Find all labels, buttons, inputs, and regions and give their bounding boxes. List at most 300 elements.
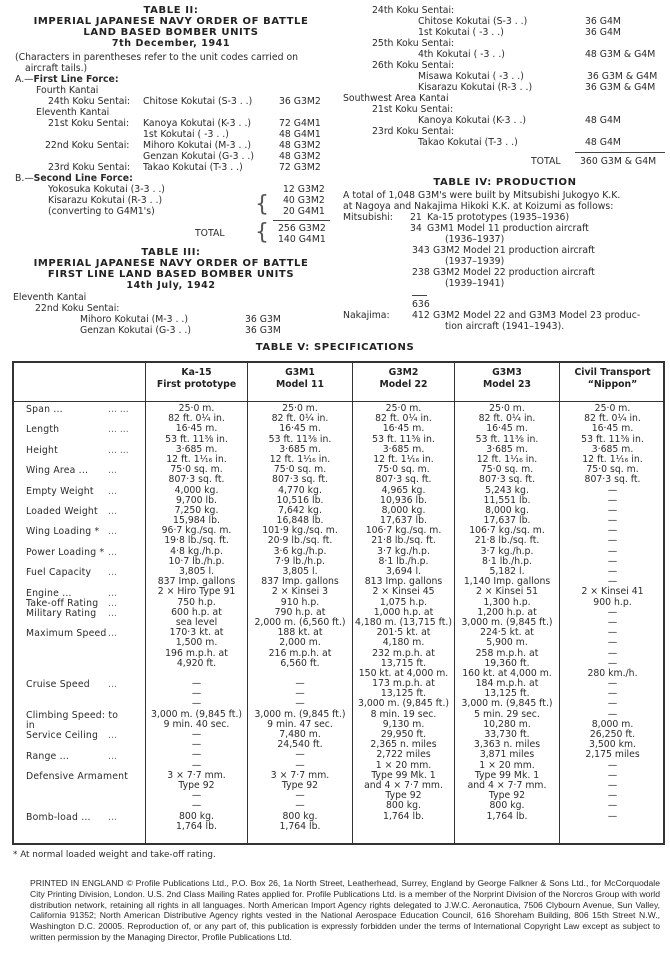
production-count: 412 (412, 310, 430, 321)
table-cell: 5,243 kg. (485, 484, 529, 496)
table-cell: 33,730 ft. (484, 729, 530, 740)
table-cell: 173 m.p.h. at (372, 678, 435, 690)
row-label: Engine ... (26, 587, 72, 599)
table-cell: 807·3 sq. ft. (168, 474, 225, 486)
table-cell: 15,984 lb. (173, 515, 220, 527)
row-unit: Kanoya Kokutai (K-3 . .) (143, 118, 252, 129)
kokutai: Kanoya Kokutai (K-3 . .) (418, 115, 527, 126)
table-cell: 4,965 kg. (381, 484, 426, 496)
table-cell: 17,637 lb. (380, 515, 427, 527)
table-cell: 3,000 m. (9,845 ft.) (150, 708, 243, 720)
table-cell: 101·9 kg./sq. m. (262, 525, 338, 537)
table-cell: 75·0 sq. m. (586, 464, 639, 476)
table-cell: 2 × Kinsei 3 (271, 586, 329, 598)
row-label: Power Loading * (26, 546, 105, 558)
table-cell: 196 m.p.h. at (165, 647, 228, 659)
table-cell: 807·3 sq. ft. (375, 474, 432, 486)
kokutai: Mihoro Kokutai (M-3 . .) (80, 314, 189, 325)
table-cell: 2,000 m. (6,560 ft.) (254, 616, 346, 628)
table-cell: Type 92 (385, 790, 422, 802)
table-cell: 16·45 m. (175, 423, 218, 435)
row-unit: Takao Kokutai (T-3 . .) (143, 162, 243, 173)
column-header-g3m2: G3M2 Model 22 (379, 367, 428, 390)
table-cell: — (607, 555, 618, 567)
table-cell: 12 ft. 1¹⁄₁₆ in. (373, 453, 434, 465)
table-cell: — (607, 800, 618, 812)
table-cell: 75·0 sq. m. (480, 464, 534, 476)
table-cell: 10,936 lb. (380, 494, 427, 506)
table-cell: 19·8 lb./sq. ft. (164, 535, 229, 547)
row-count: 72 G4M1 (279, 118, 321, 129)
table-cell: 82 ft. 0¼ in. (584, 413, 641, 425)
table-cell: 5,900 m. (486, 637, 528, 649)
table-cell: 790 h.p. at (274, 606, 326, 618)
table-cell: 53 ft. 11⅜ in. (581, 433, 644, 445)
production-desc: G3M2 Model 22 and G3M3 Model 23 produc- (433, 310, 641, 321)
table-cell: — (295, 698, 305, 710)
table-cell: 3 × 7·7 mm. (270, 769, 330, 781)
kokutai: Genzan Kokutai (G-3 . .) (80, 325, 191, 336)
total-label: TOTAL (531, 156, 561, 167)
table-cell: 1,200 h.p. at (477, 606, 537, 618)
kokutai-count: 48 G4M (585, 137, 621, 148)
row-label: Span ... (26, 404, 63, 415)
kokutai: Kisarazu Kokutai (R-3 . .) (418, 82, 533, 93)
table-cell: 20·9 lb./sq. ft. (267, 535, 333, 547)
table-cell: 16·45 m. (591, 423, 634, 435)
table-cell: 3,000 m. (9,845 ft.) (357, 698, 450, 710)
mitsubishi-label: Mitsubishi: (343, 212, 393, 223)
kokutai: 1st Kokutai ( -3 . .) (418, 27, 504, 38)
table-cell: 3·7 kg./h.p. (377, 545, 430, 557)
table-2-note-line-1: (Characters in parentheses refer to the unit codes carried on (15, 52, 299, 63)
table-cell: 8 min. 19 sec. (370, 708, 437, 720)
table-cell: — (607, 647, 618, 659)
row-label: in (26, 720, 35, 732)
table-cell: 7,642 kg. (278, 504, 322, 516)
kokutai: Takao Kokutai (T-3 . .) (418, 137, 518, 148)
table-cell: 1,764 lb. (175, 820, 217, 832)
table-cell: — (607, 637, 618, 649)
table-cell: 12 ft. 1¹⁄₁₆ in. (582, 453, 643, 465)
table-cell: 53 ft. 11⅜ in. (475, 433, 539, 445)
row-sentai: 23rd Koku Sentai: (48, 162, 131, 173)
table-cell: 53 ft. 11⅜ in. (165, 433, 228, 445)
row-label: Take-off Rating (26, 597, 99, 609)
table-cell: 150 kt. at 4,000 m. (358, 667, 449, 679)
table-cell: — (191, 729, 202, 740)
table-cell: Type 92 (178, 779, 215, 791)
nakajima-label: Nakajima: (343, 310, 390, 321)
column-ka15 (146, 404, 247, 832)
table-cell: — (607, 708, 618, 720)
table-cell: — (607, 627, 618, 639)
row-label: Cruise Speed (26, 679, 90, 691)
table-cell: 1 × 20 mm. (375, 759, 432, 771)
table-cell: 807·3 sq. ft. (584, 474, 641, 486)
row-label: Service Ceiling (26, 730, 99, 742)
total-value-2: 140 G4M1 (278, 234, 326, 245)
row-count: 48 G3M2 (279, 140, 321, 151)
production-count: 238 (412, 267, 430, 278)
table-cell: — (191, 698, 202, 710)
table-cell: 16·45 m. (486, 423, 528, 435)
table-cell: 5 min. 29 sec. (474, 708, 540, 720)
table-cell: 224·5 kt. at (480, 627, 534, 639)
table-cell: — (607, 698, 618, 710)
row-label: Maximum Speed (26, 628, 107, 640)
table-cell: 10,280 m. (483, 718, 531, 730)
brace-icon: { (255, 220, 269, 245)
table-2-note-line-2: aircraft tails.) (25, 63, 88, 74)
sentai: 21st Koku Sentai: (372, 104, 454, 115)
table-cell: — (607, 576, 618, 588)
table-cell: 1,764 lb. (486, 810, 528, 822)
table-cell: 900 h.p. (593, 596, 632, 608)
kokutai: Chitose Kokutai (S-3 . .) (418, 16, 528, 27)
table-cell: 3 × 7·7 mm. (167, 769, 226, 781)
leader-dots: ... (108, 567, 117, 579)
column-header-g3m3: G3M3 Model 23 (483, 367, 531, 390)
row-label: Wing Loading * (26, 526, 100, 538)
table-cell: 106·7 kg./sq. m. (365, 525, 442, 537)
table-cell: 4,180 m. (13,715 ft.) (355, 616, 452, 628)
table-cell: — (191, 800, 202, 812)
fourth-kantai: Fourth Kantai (36, 85, 99, 96)
table-cell: 160 kt. at 4,000 m. (462, 667, 552, 679)
production-count: 343 (412, 245, 430, 256)
table-cell: — (191, 688, 202, 700)
table-cell: — (607, 678, 618, 690)
table-cell: — (607, 606, 618, 618)
table-cell: — (607, 616, 618, 628)
kokutai-count: 36 G3M & G4M (585, 82, 656, 93)
table-cell: 1,075 h.p. (379, 596, 428, 608)
table-cell: 25·0 m. (489, 403, 525, 414)
leader-dots: ... (108, 628, 117, 640)
row-count: 48 G4M1 (279, 129, 321, 140)
subtotal: 636 (412, 299, 430, 310)
table-cell: — (607, 504, 618, 516)
row-label: Wing Area ... (26, 465, 89, 477)
header-divider (14, 401, 663, 402)
row-label: Length (26, 424, 60, 436)
table-cell: 8·1 lb./h.p. (481, 555, 533, 567)
table-cell: 1,764 lb. (279, 820, 321, 832)
leader-dots: ... (108, 679, 117, 691)
table-cell: 12 ft. 1¹⁄₁₆ in. (269, 453, 331, 465)
table-cell: 9,700 lb. (175, 494, 217, 506)
total-value-1: 256 G3M2 (278, 223, 326, 234)
second-line-count: 40 G3M2 (283, 195, 325, 206)
second-line-unit: (converting to G4M1's) (48, 206, 155, 217)
table-cell: 800 kg. (179, 810, 214, 822)
table-2-date: 7th December, 1941 (111, 38, 231, 49)
row-label: Fuel Capacity (26, 567, 92, 579)
table-2-title: TABLE II: (143, 5, 199, 16)
table-cell: 3·7 kg./h.p. (480, 545, 534, 557)
table-2-subtitle-1: IMPERIAL JAPANESE NAVY ORDER OF BATTLE (33, 16, 309, 27)
row-unit: Chitose Kokutai (S-3 . .) (143, 96, 253, 107)
table-cell: — (607, 688, 618, 700)
table-cell: — (607, 790, 618, 802)
second-line-unit: Kisarazu Kokutai (R-3 . .) (48, 195, 163, 206)
table-cell: 26,250 ft. (589, 729, 636, 740)
table-cell: 9 min. 47 sec. (267, 718, 333, 730)
table-cell: 3·6 kg./h.p. (273, 545, 327, 557)
table-cell: 2 × Hiro Type 91 (157, 586, 236, 598)
table-cell: 170·3 kt. at (169, 627, 224, 639)
table-cell: 13,125 ft. (380, 688, 427, 700)
table-cell: 82 ft. 0¼ in. (271, 413, 329, 425)
table-cell: 3·685 m. (382, 443, 425, 455)
table-cell: 106·7 kg./sq. m. (469, 525, 545, 537)
table-3-subtitle-1: IMPERIAL JAPANESE NAVY ORDER OF BATTLE (33, 258, 309, 269)
kantai: Eleventh Kantai (13, 292, 87, 303)
table-cell: 3,000 m. (9,845 ft.) (254, 708, 346, 720)
table-cell: 25·0 m. (282, 403, 318, 414)
table-cell: 750 h.p. (177, 596, 216, 608)
row-label: Bomb-load ... (26, 812, 91, 823)
kokutai-count: 36 G3M & G4M (587, 71, 658, 82)
leader-dots: ... (108, 546, 117, 558)
table-cell: 3,694 l. (385, 566, 422, 577)
total-label: TOTAL (195, 228, 225, 239)
table-cell: 8·1 lb./h.p. (378, 555, 429, 567)
section-b-heading: B.—Second Line Force: (15, 173, 133, 184)
leader-dots: ... (108, 597, 117, 609)
table-cell: 2,365 n. miles (370, 739, 437, 751)
table-cell: 3,363 n. miles (473, 739, 541, 751)
leader-dots: ... (108, 750, 117, 762)
table-cell: 3·685 m. (591, 443, 634, 455)
table-cell: Type 99 Mk. 1 (371, 769, 436, 781)
table-cell: 1 × 20 mm. (479, 759, 535, 771)
table-cell: — (295, 688, 305, 700)
table-cell: 16·45 m. (382, 423, 425, 435)
row-count: 36 G3M2 (279, 96, 321, 107)
leader-dots: ... ... (108, 444, 129, 456)
table-cell: 3·685 m. (279, 443, 321, 455)
table-cell: — (607, 494, 618, 506)
sentai: 22nd Koku Sentai: (35, 303, 120, 314)
production-desc: tion aircraft (1941–1943). (445, 321, 565, 332)
table-cell: 29,950 ft. (380, 729, 427, 740)
total-rule (575, 152, 665, 153)
production-count: 21 (410, 212, 422, 223)
table-cell: 1,764 lb. (382, 810, 424, 822)
table-cell: 13,125 ft. (484, 688, 530, 700)
table-cell: 837 Imp. gallons (261, 576, 339, 588)
table-3-date: 14th July, 1942 (126, 280, 216, 291)
production-desc: G3M2 Model 22 production aircraft (433, 267, 595, 278)
table-cell: 3,000 m. (9,845 ft.) (461, 616, 553, 628)
table-cell: — (607, 657, 618, 669)
table-cell: 9,130 m. (382, 718, 425, 730)
table-cell: 2,722 miles (376, 749, 431, 761)
table-cell: 10·7 lb./h.p. (168, 555, 225, 567)
table-cell: 82 ft. 0¼ in. (375, 413, 432, 425)
column-g3m3 (455, 404, 559, 822)
kokutai: 4th Kokutai ( -3 . .) (418, 49, 505, 60)
table-cell: — (191, 790, 202, 802)
kokutai-count: 48 G3M & G4M (585, 49, 656, 60)
table-cell: and 4 × 7·7 mm. (364, 779, 443, 791)
kokutai-count: 36 G4M (585, 16, 621, 27)
table-cell: — (607, 484, 618, 496)
table-cell: 4,000 kg. (174, 484, 219, 496)
table-cell: 3,805 l. (282, 566, 318, 577)
table-2-subtitle-2: LAND BASED BOMBER UNITS (83, 27, 259, 38)
leader-dots: ... (108, 506, 117, 517)
leader-dots: ... (108, 526, 117, 538)
table-4-title: TABLE IV: PRODUCTION (433, 177, 577, 188)
table-cell: 807·3 sq. ft. (479, 474, 535, 486)
total-value: 360 G3M & G4M (580, 156, 657, 167)
brace-icon: { (255, 192, 269, 217)
table-cell: and 4 × 7·7 mm. (467, 779, 547, 791)
table-cell: 800 kg. (386, 800, 421, 812)
table-cell: 7,250 kg. (174, 504, 219, 516)
table-cell: 1,140 Imp. gallons (463, 576, 551, 588)
total-rule (273, 220, 330, 221)
leader-dots: ... (108, 608, 117, 619)
table-cell: — (607, 769, 618, 781)
table-cell: 2,000 m. (279, 637, 321, 649)
row-sentai: 22nd Koku Sentai: (45, 140, 130, 151)
table-cell: 75·0 sq. m. (170, 464, 223, 476)
table-cell: 280 km./h. (587, 667, 638, 679)
table-cell (560, 822, 665, 832)
table-cell: 11,551 lb. (483, 494, 531, 506)
row-unit: Genzan Kokutai (G-3 . .) (143, 151, 254, 162)
table-cell: — (607, 810, 618, 822)
table-cell: — (191, 759, 202, 771)
table-cell: 7,480 m. (279, 729, 321, 740)
table-cell: 82 ft. 0¼ in. (168, 413, 225, 425)
table-cell: — (295, 800, 305, 812)
row-unit: 1st Kokutai ( -3 . .) (143, 129, 229, 140)
kokutai-count: 36 G3M (245, 314, 281, 325)
table-cell: 232 m.p.h. at (372, 647, 435, 659)
row-unit: Mihoro Kokutai (M-3 . .) (143, 140, 252, 151)
column-g3m2 (353, 404, 454, 822)
row-label: Loaded Weight (26, 506, 98, 517)
production-desc: Ka-15 prototypes (1935–1936) (427, 212, 570, 223)
column-civil-transport (560, 404, 665, 832)
table-cell: 12 ft. 1¹⁄₁₆ in. (166, 453, 227, 465)
table-cell: — (295, 759, 305, 771)
table-cell: Type 99 Mk. 1 (474, 769, 540, 781)
row-label: Range ... (26, 750, 70, 762)
section-a-heading: A.—First Line Force: (15, 74, 119, 85)
table-cell: 6,560 ft. (280, 657, 320, 669)
table-cell: 4,180 m. (382, 637, 425, 649)
second-line-count: 12 G3M2 (283, 184, 325, 195)
table-cell: 910 h.p. (280, 596, 320, 608)
table-cell: 9 min. 40 sec. (163, 718, 230, 730)
table-cell: 1,500 m. (175, 637, 218, 649)
kokutai-count: 36 G3M (245, 325, 281, 336)
table-cell: 216 m.p.h. at (268, 647, 332, 659)
production-desc: G3M2 Model 21 production aircraft (433, 245, 595, 256)
table-cell: 16,848 lb. (276, 515, 324, 527)
table-cell: 25·0 m. (385, 403, 422, 414)
table-cell: — (607, 779, 618, 791)
second-line-count: 20 G4M1 (283, 206, 325, 217)
table-cell: — (607, 515, 618, 527)
specifications-table (12, 361, 665, 845)
table-cell: 25·0 m. (178, 403, 215, 414)
footnote: * At normal loaded weight and take-off rating. (13, 850, 216, 860)
printer-imprint: PRINTED IN ENGLAND © Profile Publications Ltd., P.O. Box 26, 1a North Street, Leatherhead, Surrey, England by George Falkner & Sons Ltd., for McCorquodale City Printing Division, London. U.S. 2nd Class Mailing Rates applied for. Profile Publications Ltd. is a member of the Norprint Division of the Norcros Group with world distribution network, retaining all rights in all languages. North American Import Agency rights delegated to J.W.C. Aeronautica, 7506 Clybourn Avenue, Sun Valley, California 91352; North American Distributive Agency rights vested in the National Aerospace Education Council, 616 Shoreham Building, 806 15th Street N.W., Washington D.C. 20005. Reproduction of, or any part of, this publication is expressly forbidden under the terms of International Copyright Law except as subject to written permission by the Managing Director, Profile Publications Ltd. (30, 878, 660, 942)
column-header-g3m1: G3M1 Model 11 (276, 367, 324, 390)
row-label: Height (26, 444, 58, 456)
row-label: Climbing Speed: to (26, 710, 119, 721)
table-3-subtitle-2: FIRST LINE LAND BASED BOMBER UNITS (47, 269, 295, 280)
table-cell: 258 m.p.h. at (475, 647, 539, 659)
row-label: Military Rating (26, 608, 97, 619)
table-cell: 3,000 m. (9,845 ft.) (461, 698, 553, 710)
table-cell: sea level (175, 616, 218, 628)
table-cell: 8,000 kg. (485, 504, 529, 516)
table-cell: Type 92 (281, 779, 319, 791)
table-cell: 4,920 ft. (176, 657, 217, 669)
kokutai-count: 36 G4M (585, 27, 621, 38)
table-cell: — (295, 749, 305, 761)
table-cell: 837 Imp. gallons (157, 576, 236, 588)
table-cell: 21·8 lb./sq. ft. (474, 535, 540, 547)
table-cell: 4·8 kg./h.p. (170, 545, 223, 557)
leader-dots: ... (108, 730, 117, 742)
table-cell: 813 Imp. gallons (364, 576, 443, 588)
subtotal-rule (412, 295, 427, 296)
table-cell: 7·9 lb./h.p. (274, 555, 326, 567)
sentai: 26th Koku Sentai: (372, 60, 455, 71)
table-cell: — (191, 749, 202, 761)
table-cell: — (607, 545, 618, 557)
table-cell: — (607, 566, 618, 577)
table-cell: — (607, 535, 618, 547)
column-header-ka15: Ka-15 First prototype (156, 367, 237, 390)
table-cell: — (191, 678, 202, 690)
table-cell: 17,637 lb. (483, 515, 531, 527)
table-cell: 13,715 ft. (380, 657, 427, 669)
sentai: 25th Koku Sentai: (372, 38, 455, 49)
row-sentai: 24th Koku Sentai: (48, 96, 131, 107)
sentai: 23rd Koku Sentai: (372, 126, 455, 137)
leader-dots: ... (108, 587, 117, 599)
sentai: 24th Koku Sentai: (372, 5, 455, 16)
table-cell: 5,182 l. (489, 566, 525, 577)
production-years: (1936–1937) (445, 234, 505, 245)
kokutai: Misawa Kokutai ( -3 . .) (418, 71, 524, 82)
kantai: Southwest Area Kantai (343, 93, 449, 104)
table-cell: 800 kg. (489, 800, 525, 812)
table-cell: — (295, 678, 305, 690)
table-cell: — (295, 790, 305, 802)
table-cell: 3,500 km. (589, 739, 636, 751)
row-count: 72 G3M2 (279, 162, 321, 173)
row-sentai: 21st Koku Sentai: (48, 118, 130, 129)
table-cell: 16·45 m. (279, 423, 321, 435)
table-cell: 201·5 kt. at (376, 627, 431, 639)
table-5-title: TABLE V: SPECIFICATIONS (255, 342, 415, 353)
table-cell: 3,805 l. (178, 566, 215, 577)
table-cell: 800 kg. (282, 810, 318, 822)
table-cell: 75·0 sq. m. (273, 464, 327, 476)
leader-dots: ... (108, 465, 117, 477)
